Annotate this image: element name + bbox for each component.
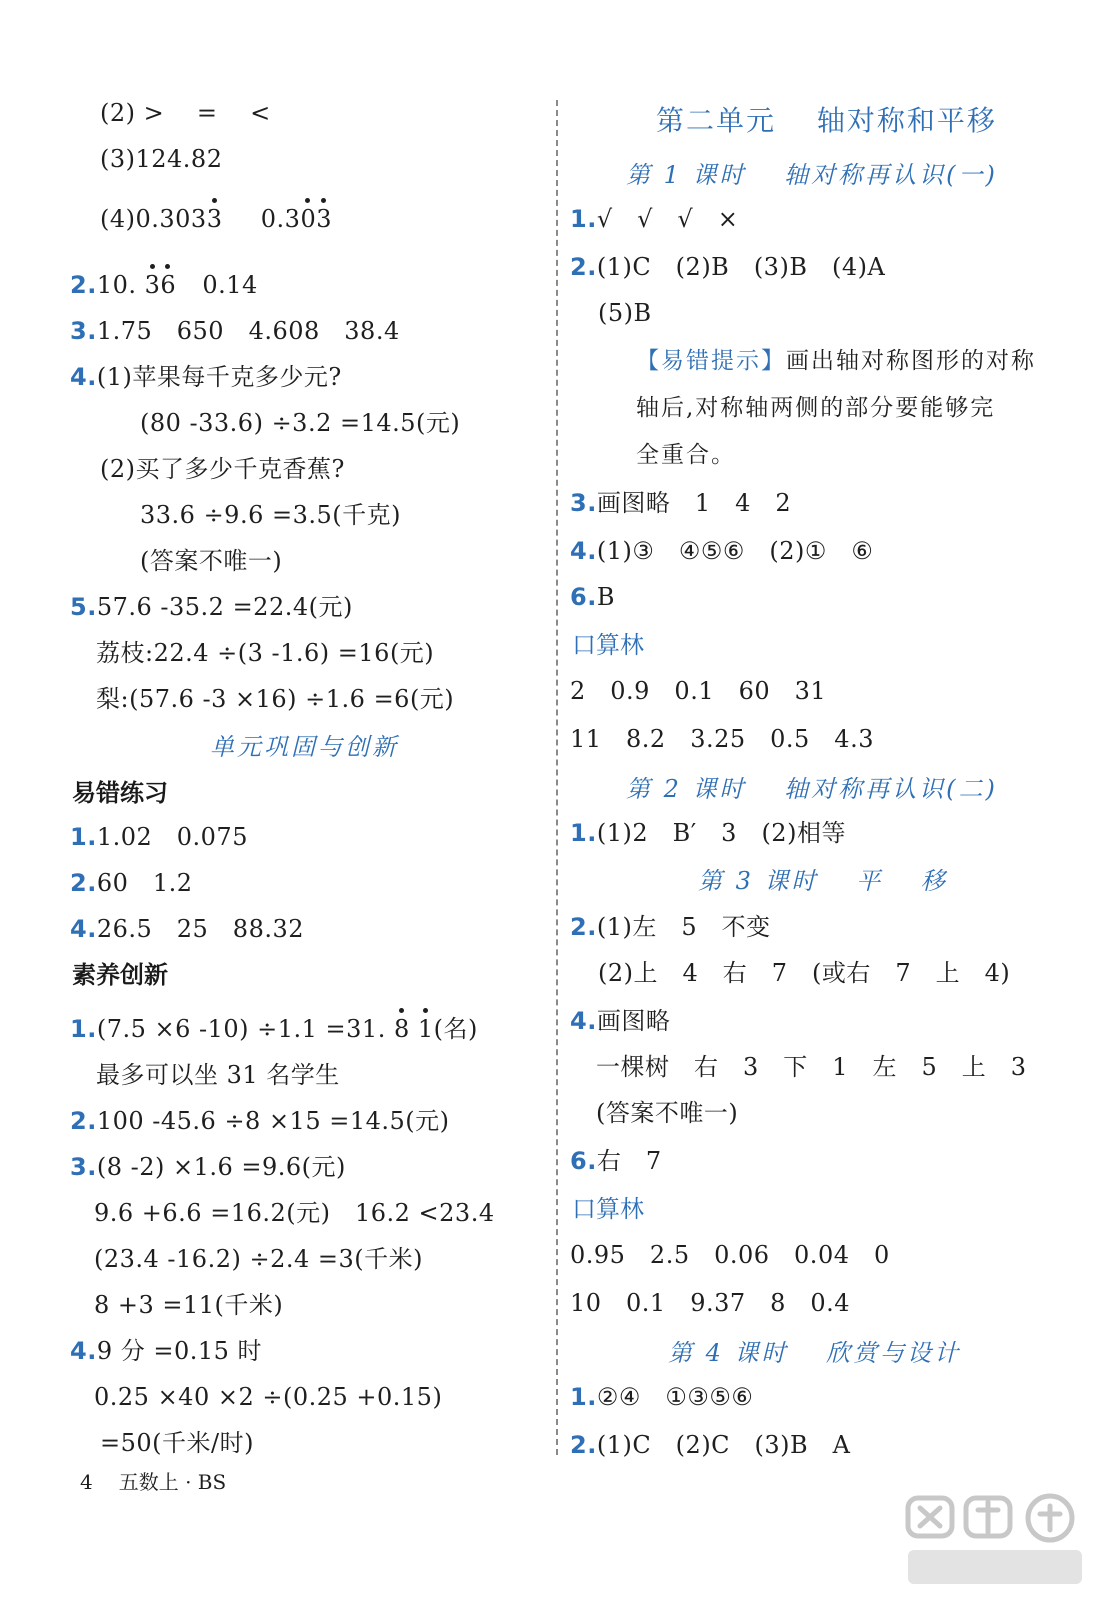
answer-line: =50(千米/时) — [100, 1429, 254, 1457]
lesson-title: 第 4 课时 欣赏与设计 — [668, 1339, 962, 1367]
answer-line: 一棵树 右 3 下 1 左 5 上 3 — [596, 1053, 1027, 1081]
text-part: (4)0.303 — [100, 205, 207, 233]
easy-q1: 1.1.02 0.075 — [70, 823, 248, 851]
answer-line: (答案不唯一) — [596, 1099, 739, 1127]
repeat-digit: 0 — [300, 205, 316, 233]
r-q1: 1.√ √ √ × — [570, 205, 739, 233]
answer-line: (5)B — [598, 299, 652, 327]
answer-line: 梨:(57.6 -3 ×16) ÷1.6 =6(元) — [96, 685, 455, 713]
answer-line: (23.4 -16.2) ÷2.4 =3(千米) — [94, 1245, 423, 1273]
l3-q6: 6.右 7 — [570, 1147, 662, 1175]
watermark-logo — [900, 1488, 1090, 1592]
subsection-title: 易错练习 — [72, 779, 168, 807]
easy-q2: 2.60 1.2 — [70, 869, 193, 897]
answer-line: 8 +3 =11(千米) — [94, 1291, 284, 1319]
answer-line: (80 -33.6) ÷3.2 =14.5(元) — [140, 409, 461, 437]
literacy-q2: 2.100 -45.6 ÷8 ×15 =14.5(元) — [70, 1107, 450, 1135]
repeat-digit: 3 — [207, 205, 223, 233]
question-2: 2.10. 3 6 0.14 — [70, 270, 258, 300]
l3-q2: 2.(1)左 5 不变 — [570, 913, 771, 941]
text-part: 0.3 — [260, 205, 301, 233]
answer-line: 2 0.9 0.1 60 31 — [570, 677, 827, 705]
r-q2: 2.(1)C (2)B (3)B (4)A — [570, 253, 886, 281]
repeat-digit: 3 — [145, 271, 161, 299]
tip-label: 【易错提示】 — [636, 348, 786, 374]
page-number: 4 — [80, 1470, 93, 1494]
answer-line: 0.25 ×40 ×2 ÷(0.25 +0.15) — [94, 1383, 443, 1411]
l4-q1: 1.②④ ①③⑤⑥ — [570, 1383, 754, 1411]
question-4: 4.(1)苹果每千克多少元? — [70, 363, 342, 391]
answer-line: 最多可以坐 31 名学生 — [96, 1061, 340, 1089]
answer-line: 荔枝:22.4 ÷(3 -1.6) =16(元) — [96, 639, 435, 667]
lesson-title: 第 1 课时 轴对称再认识(一) — [626, 161, 998, 189]
unit-title: 第二单元 轴对称和平移 — [656, 104, 997, 137]
literacy-q3: 3.(8 -2) ×1.6 =9.6(元) — [70, 1153, 346, 1181]
oral-calc-title: 口算林 — [572, 1195, 644, 1223]
r-q4: 4.(1)③ ④⑤⑥ (2)① ⑥ — [570, 537, 874, 565]
repeat-digit: 8 — [394, 1015, 410, 1043]
r-q3: 3.画图略 1 4 2 — [570, 489, 792, 517]
repeat-digit: 1 — [418, 1015, 434, 1043]
l2-q1: 1.(1)2 B′ 3 (2)相等 — [570, 819, 846, 847]
question-3: 3.1.75 650 4.608 38.4 — [70, 317, 400, 345]
literacy-q4: 4.9 分 =0.15 时 — [70, 1337, 263, 1365]
column-divider — [556, 100, 558, 1455]
answer-line: (3)124.82 — [100, 145, 223, 173]
answer-line: 0.95 2.5 0.06 0.04 0 — [570, 1241, 890, 1269]
l4-q2: 2.(1)C (2)C (3)B A — [570, 1431, 851, 1459]
lesson-title: 第 3 课时 平 移 — [698, 867, 948, 895]
l3-q4: 4.画图略 — [570, 1007, 671, 1035]
repeat-digit: 6 — [160, 271, 176, 299]
repeat-digit: 3 — [316, 205, 332, 233]
question-5: 5.57.6 -35.2 =22.4(元) — [70, 593, 353, 621]
answer-line: (2)买了多少千克香蕉? — [100, 455, 345, 483]
answer-line: 33.6 ÷9.6 =3.5(千克) — [140, 501, 401, 529]
error-tip: 【易错提示】画出轴对称图形的对称 轴后,对称轴两侧的部分要能够完 全重合。 — [636, 348, 1036, 468]
answer-line: 11 8.2 3.25 0.5 4.3 — [570, 725, 874, 753]
literacy-q1: 1.(7.5 ×6 -10) ÷1.1 =31. 8 1(名) — [70, 1014, 478, 1044]
lesson-title: 第 2 课时 轴对称再认识(二) — [626, 775, 998, 803]
section-title: 单元巩固与创新 — [210, 733, 399, 761]
r-q6: 6.B — [570, 583, 615, 611]
answer-line-repeating-decimal — [100, 204, 332, 234]
subsection-title: 素养创新 — [72, 961, 168, 989]
page-footer — [80, 1466, 226, 1495]
answer-line: 10 0.1 9.37 8 0.4 — [570, 1289, 851, 1317]
answer-line: 9.6 +6.6 =16.2(元) 16.2 <23.4 — [94, 1199, 495, 1227]
answer-line: (2)上 4 右 7 (或右 7 上 4) — [598, 959, 1011, 987]
easy-q4: 4.26.5 25 88.32 — [70, 915, 305, 943]
oral-calc-title: 口算林 — [572, 631, 644, 659]
answer-line: (2) > = < — [100, 99, 271, 127]
book-label: 五数上 · BS — [118, 1470, 227, 1494]
answer-line: (答案不唯一) — [140, 547, 283, 575]
